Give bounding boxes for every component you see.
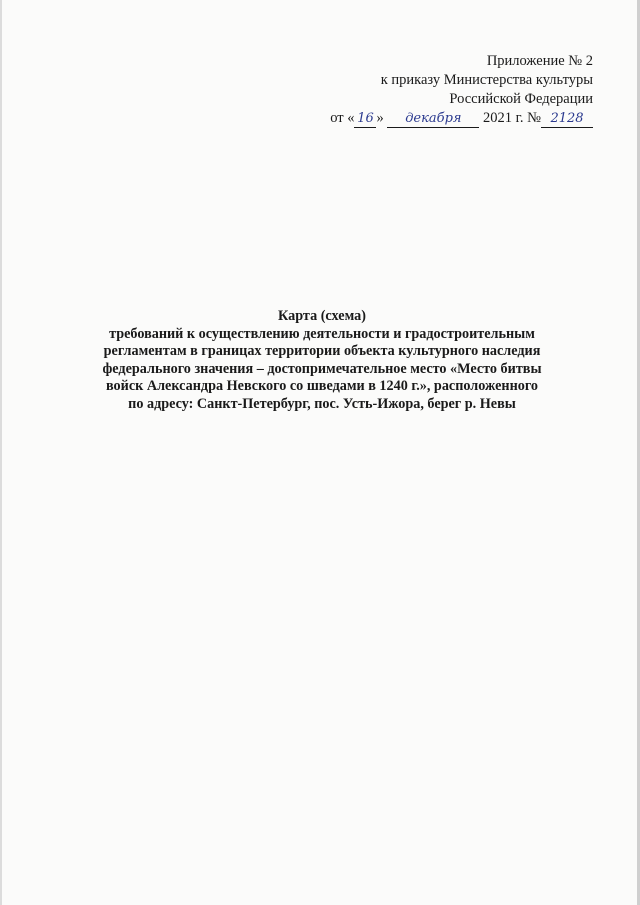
date-mid: » (376, 110, 388, 126)
federation-name: Российской Федерации (449, 91, 593, 107)
appendix-number: Приложение № 2 (486, 53, 593, 69)
date-prefix: от « (330, 110, 355, 126)
handwritten-order-number: 2128 (541, 111, 593, 128)
order-date-line (330, 109, 593, 128)
title-line-6: по адресу: Санкт-Петербург, пос. Усть-Ижора, берег р. Невы (128, 395, 516, 412)
order-reference: к приказу Министерства культуры (380, 72, 593, 88)
handwritten-month: декабря (387, 111, 479, 128)
year-text: 2021 г. № (479, 110, 541, 126)
document-title (42, 308, 602, 413)
title-line-5: войск Александра Невского со шведами в 1240 г.», расположенного (105, 378, 539, 394)
appendix-header (330, 52, 593, 128)
title-line-3: регламентам в границах территории объекта культурного наследия (103, 343, 541, 359)
title-line-2: требований к осуществлению деятельности и градостроительным (109, 325, 535, 342)
title-line-1: Карта (схема) (278, 308, 366, 324)
handwritten-day: 16 (354, 111, 376, 128)
title-line-4: федерального значения – достопримечательное место «Место битвы (102, 360, 542, 377)
